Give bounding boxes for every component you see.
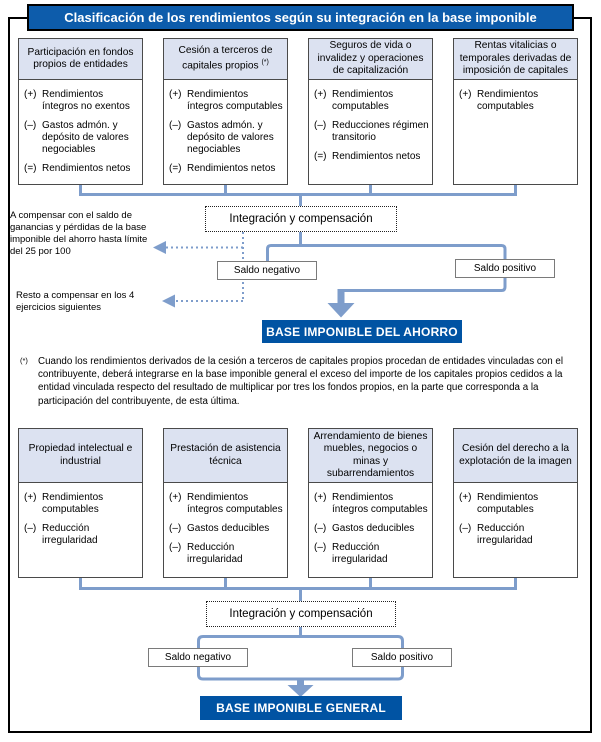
list-item bbox=[314, 120, 430, 144]
box-items bbox=[454, 483, 577, 558]
list-item bbox=[314, 89, 430, 113]
item-sign: (–) bbox=[314, 542, 327, 553]
item-text: Gastos deducibles bbox=[332, 523, 415, 534]
category-box-participacion bbox=[18, 38, 143, 185]
box-title: Propiedad intelectual e industrial bbox=[19, 429, 142, 483]
item-text: Reducción irregularidad bbox=[477, 523, 533, 546]
item-text: Reducción irregularidad bbox=[187, 542, 243, 565]
list-item bbox=[459, 89, 575, 113]
box-items bbox=[309, 483, 432, 577]
item-sign: (–) bbox=[169, 120, 182, 131]
item-text: Rendimientos computables bbox=[42, 492, 104, 515]
item-sign: (–) bbox=[24, 523, 37, 534]
item-sign: (–) bbox=[24, 120, 37, 131]
box-title: Cesión a terceros de capitales propios (*) bbox=[164, 39, 287, 80]
list-item bbox=[24, 492, 140, 516]
list-item bbox=[24, 163, 140, 175]
result-box-base-general: BASE IMPONIBLE GENERAL bbox=[200, 696, 402, 720]
item-sign: (+) bbox=[24, 89, 37, 100]
down-arrow-icon bbox=[328, 289, 355, 318]
side-note-compensation: A compensar con el saldo de ganancias y pérdidas de la base imponible del ahorro hasta límite del 25 por 100 bbox=[10, 210, 148, 257]
item-sign: (+) bbox=[459, 89, 472, 100]
box-title: Participación en fondos propios de entidades bbox=[19, 39, 142, 80]
list-item bbox=[314, 492, 430, 516]
item-text: Reducción irregularidad bbox=[332, 542, 388, 565]
box-items bbox=[309, 80, 432, 174]
item-sign: (–) bbox=[169, 523, 182, 534]
left-arrow-icon bbox=[162, 295, 175, 308]
footnote bbox=[20, 355, 586, 408]
item-text: Rendimientos íntegros computables bbox=[332, 492, 428, 515]
item-sign: (+) bbox=[459, 492, 472, 503]
box-items bbox=[19, 483, 142, 558]
list-item bbox=[169, 542, 285, 566]
saldo-negativo-box-general: Saldo negativo bbox=[148, 648, 248, 667]
item-sign: (+) bbox=[169, 492, 182, 503]
list-item bbox=[314, 523, 430, 535]
item-text: Reducciones régimen transitorio bbox=[332, 120, 429, 143]
item-text: Reducción irregularidad bbox=[42, 523, 98, 546]
item-sign: (–) bbox=[314, 523, 327, 534]
category-box-propiedad-intelectual bbox=[18, 428, 143, 578]
item-text: Rendimientos computables bbox=[477, 89, 539, 112]
item-sign: (=) bbox=[169, 163, 182, 174]
list-item bbox=[314, 542, 430, 566]
box-items bbox=[19, 80, 142, 186]
item-sign: (=) bbox=[314, 151, 327, 162]
list-item bbox=[24, 120, 140, 156]
item-sign: (+) bbox=[314, 492, 327, 503]
page-title bbox=[27, 4, 574, 31]
footnote-marker: (*) bbox=[20, 356, 28, 365]
item-text: Gastos admón. y depósito de valores negociables bbox=[42, 120, 129, 155]
item-text: Rendimientos netos bbox=[187, 163, 276, 174]
page-title-text: Clasificación de los rendimientos según su integración en la base imponible bbox=[64, 10, 537, 25]
category-box-derecho-imagen bbox=[453, 428, 578, 578]
item-text: Gastos deducibles bbox=[187, 523, 270, 534]
saldo-positivo-box-general: Saldo positivo bbox=[352, 648, 452, 667]
item-text: Rendimientos íntegros no exentos bbox=[42, 89, 130, 112]
item-text: Rendimientos computables bbox=[477, 492, 539, 515]
item-text: Rendimientos netos bbox=[332, 151, 421, 162]
item-sign: (–) bbox=[314, 120, 327, 131]
integration-box-general: Integración y compensación bbox=[206, 601, 396, 627]
side-note-remainder: Resto a compensar en los 4 ejercicios siguientes bbox=[16, 290, 135, 313]
item-sign: (–) bbox=[459, 523, 472, 534]
box-items bbox=[164, 483, 287, 577]
list-item bbox=[169, 120, 285, 156]
box-items bbox=[164, 80, 287, 186]
list-item bbox=[169, 492, 285, 516]
footnote-text: Cuando los rendimientos derivados de la cesión a terceros de capitales propios procedan de entidades vinculadas con el contribuyente, deberá integrarse en la base imponible general el exceso del importe de los capitales propios cedidos a la entidad vinculada respecto del resultado de multiplicar por tres los fondos propios, en la parte que corresponda a la participación del contribuyente, de esta última. bbox=[38, 356, 564, 407]
box-title: Rentas vitalicias o temporales derivadas de imposición de capitales bbox=[454, 39, 577, 80]
category-box-cesion-terceros bbox=[163, 38, 288, 185]
item-text: Rendimientos íntegros computables bbox=[187, 492, 283, 515]
item-sign: (+) bbox=[169, 89, 182, 100]
saldo-positivo-box-savings: Saldo positivo bbox=[455, 259, 555, 278]
category-box-asistencia-tecnica bbox=[163, 428, 288, 578]
list-item bbox=[314, 151, 430, 163]
item-text: Rendimientos netos bbox=[42, 163, 131, 174]
list-item bbox=[24, 89, 140, 113]
list-item bbox=[459, 492, 575, 516]
box-items bbox=[454, 80, 577, 124]
category-box-seguros bbox=[308, 38, 433, 185]
item-sign: (–) bbox=[169, 542, 182, 553]
item-text: Gastos admón. y depósito de valores negociables bbox=[187, 120, 274, 155]
box-title: Seguros de vida o invalidez y operaciones de capitalización bbox=[309, 39, 432, 80]
box-title: Prestación de asistencia técnica bbox=[164, 429, 287, 483]
category-box-rentas-vitalicias bbox=[453, 38, 578, 185]
saldo-negativo-box-savings: Saldo negativo bbox=[217, 261, 317, 280]
integration-box-savings: Integración y compensación bbox=[205, 206, 397, 232]
result-box-base-ahorro: BASE IMPONIBLE DEL AHORRO bbox=[262, 320, 462, 343]
list-item bbox=[169, 523, 285, 535]
item-sign: (=) bbox=[24, 163, 37, 174]
list-item bbox=[459, 523, 575, 547]
item-sign: (+) bbox=[314, 89, 327, 100]
item-text: Rendimientos computables bbox=[332, 89, 394, 112]
list-item bbox=[169, 163, 285, 175]
item-sign: (+) bbox=[24, 492, 37, 503]
item-text: Rendimientos íntegros computables bbox=[187, 89, 283, 112]
category-box-arrendamiento bbox=[308, 428, 433, 578]
list-item bbox=[24, 523, 140, 547]
list-item bbox=[169, 89, 285, 113]
footnote-ref: (*) bbox=[261, 59, 269, 67]
box-title: Arrendamiento de bienes muebles, negocios o minas y subarrendamientos bbox=[309, 429, 432, 483]
box-title: Cesión del derecho a la explotación de la imagen bbox=[454, 429, 577, 483]
